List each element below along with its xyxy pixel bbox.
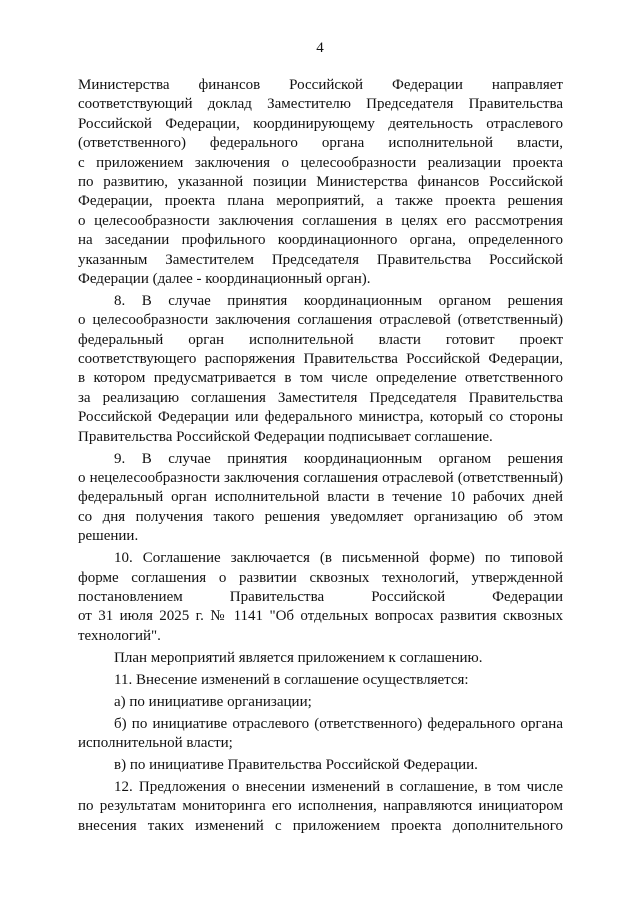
text-line: 10. Соглашение заключается (в письменной форме) по типовой bbox=[114, 550, 563, 567]
text-line: о нецелесообразности заключения соглашения отраслевой (ответственный) bbox=[78, 470, 563, 486]
paragraph-item-12 bbox=[78, 778, 563, 836]
paragraph-subitem-b bbox=[78, 715, 563, 754]
text-line: Федерации (далее - координационный орган). bbox=[78, 270, 371, 287]
paragraph-item-10 bbox=[78, 549, 563, 646]
text-line: о целесообразности заключения соглашения в целях его рассмотрения bbox=[78, 212, 563, 229]
text-line: Российской Федерации, координирующему деятельность отраслевого bbox=[78, 115, 563, 132]
paragraph-continuation bbox=[78, 76, 563, 289]
text-line: федеральный орган исполнительной власти в течение 10 рабочих дней bbox=[78, 489, 563, 506]
text-line: в) по инициативе Правительства Российской Федерации. bbox=[114, 757, 478, 774]
text-line: Федерации, проекта плана мероприятий, а также проекта решения bbox=[78, 193, 563, 210]
text-line: План мероприятий является приложением к соглашению. bbox=[114, 649, 483, 666]
text-line: по развитию, указанной позиции Министерства финансов Российской bbox=[78, 173, 563, 190]
paragraph-item-9 bbox=[78, 450, 563, 547]
text-line: в котором предусматривается в том числе определение ответственного bbox=[78, 370, 563, 387]
text-line: а) по инициативе организации; bbox=[114, 693, 312, 710]
page-number: 4 bbox=[316, 40, 324, 56]
text-line: 12. Предложения о внесении изменений в соглашение, в том числе bbox=[114, 779, 563, 796]
text-line: исполнительной власти; bbox=[78, 735, 233, 752]
text-line: технологий". bbox=[78, 627, 161, 644]
text-line: соответствующего распоряжения Правительства Российской Федерации, bbox=[78, 351, 563, 368]
text-line: Правительства Российской Федерации подписывает соглашение. bbox=[78, 428, 493, 445]
text-line: указанным Заместителем Председателя Правительства Российской bbox=[78, 251, 563, 268]
text-line: форме соглашения о развитии сквозных технологий, утвержденной bbox=[78, 569, 563, 586]
paragraph-plan-note bbox=[78, 649, 563, 668]
text-line: с приложением заключения о целесообразности реализации проекта bbox=[78, 154, 563, 171]
text-line: со дня получения такого решения уведомляет организацию об этом bbox=[78, 508, 563, 525]
text-line: (ответственного) федерального органа исполнительной власти, bbox=[78, 135, 563, 152]
paragraph-subitem-a bbox=[78, 693, 563, 712]
text-line: на заседании профильного координационного органа, определенного bbox=[78, 232, 563, 249]
paragraph-item-8 bbox=[78, 292, 563, 447]
text-line: 11. Внесение изменений в соглашение осуществляется: bbox=[114, 671, 469, 688]
text-line: б) по инициативе отраслевого (ответственного) федерального органа bbox=[114, 715, 563, 732]
text-line: решении. bbox=[78, 528, 139, 545]
text-line: о целесообразности заключения соглашения отраслевой (ответственный) bbox=[78, 312, 563, 329]
text-line: Российской Федерации или федерального министра, который со стороны bbox=[78, 409, 563, 426]
paragraph-subitem-v bbox=[78, 756, 563, 775]
text-line: 8. В случае принятия координационным органом решения bbox=[114, 292, 563, 309]
text-line: по результатам мониторинга его исполнения, направляются инициатором bbox=[78, 798, 563, 815]
text-line: федеральный орган исполнительной власти готовит проект bbox=[78, 331, 563, 348]
text-line: внесения таких изменений с приложением проекта дополнительного bbox=[78, 817, 563, 834]
paragraph-item-11 bbox=[78, 671, 563, 690]
text-line: постановлением Правительства Российской Федерации bbox=[78, 588, 563, 605]
text-line: за реализацию соглашения Заместителя Председателя Правительства bbox=[78, 389, 563, 406]
document-body bbox=[78, 76, 563, 836]
text-line: от 31 июля 2025 г. № 1141 "Об отдельных вопросах развития сквозных bbox=[78, 608, 563, 625]
text-line: Министерства финансов Российской Федерации направляет bbox=[78, 77, 563, 93]
text-line: соответствующий доклад Заместителю Председателя Правительства bbox=[78, 96, 563, 113]
text-line: 9. В случае принятия координационным органом решения bbox=[114, 450, 563, 467]
